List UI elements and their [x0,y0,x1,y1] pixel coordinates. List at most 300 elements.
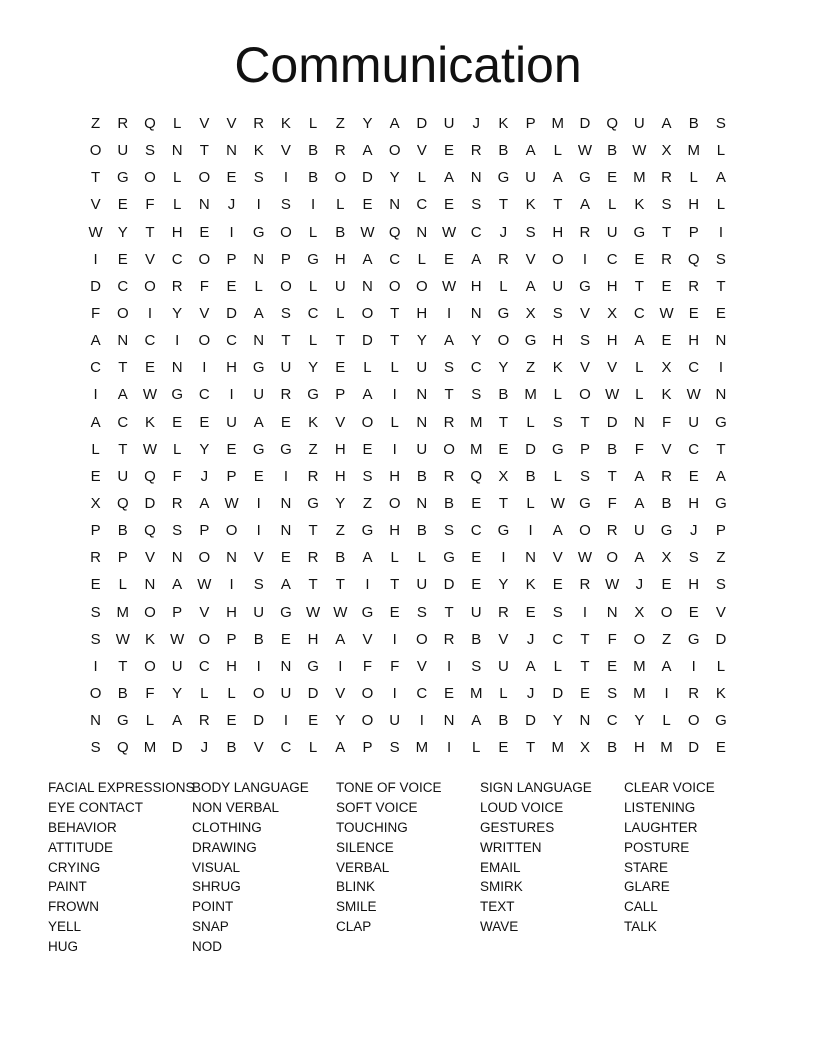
grid-letter[interactable]: E [362,196,373,214]
grid-letter[interactable]: L [662,712,671,730]
grid-letter[interactable]: D [226,305,237,323]
grid-letter[interactable]: O [198,250,211,268]
grid-letter[interactable]: A [444,169,455,187]
grid-letter[interactable]: T [390,305,400,323]
grid-letter[interactable]: I [93,386,98,404]
grid-letter[interactable]: M [633,169,646,187]
grid-letter[interactable]: A [471,250,482,268]
grid-letter[interactable]: M [660,739,673,757]
grid-letter[interactable]: A [362,142,373,160]
grid-letter[interactable]: I [283,467,288,485]
grid-letter[interactable]: N [144,576,156,594]
grid-letter[interactable]: W [333,603,348,621]
grid-letter[interactable]: Q [687,250,700,268]
grid-letter[interactable]: V [335,685,346,703]
grid-letter[interactable]: L [308,115,318,133]
grid-letter[interactable]: W [605,386,620,404]
grid-letter[interactable]: E [498,440,509,458]
grid-letter[interactable]: B [253,630,264,648]
grid-letter[interactable]: E [661,332,672,350]
grid-letter[interactable]: P [715,522,726,540]
grid-letter[interactable]: I [256,196,261,214]
grid-letter[interactable]: B [607,440,618,458]
grid-letter[interactable]: N [90,712,102,730]
grid-letter[interactable]: T [661,223,672,241]
grid-letter[interactable]: E [199,413,210,431]
grid-letter[interactable]: E [471,576,482,594]
grid-letter[interactable]: S [389,739,400,757]
grid-letter[interactable]: L [390,549,399,567]
grid-letter[interactable]: G [497,169,510,187]
grid-letter[interactable]: M [551,739,565,757]
grid-letter[interactable]: W [605,576,620,594]
grid-letter[interactable]: W [360,223,375,241]
grid-letter[interactable]: S [715,115,726,133]
grid-letter[interactable]: T [444,386,454,404]
grid-letter[interactable]: D [307,685,319,703]
grid-letter[interactable]: F [661,413,672,431]
grid-letter[interactable]: M [469,413,483,431]
grid-letter[interactable]: P [199,522,210,540]
grid-letter[interactable]: K [715,685,726,703]
grid-letter[interactable]: M [469,685,483,703]
grid-letter[interactable]: A [444,332,455,350]
grid-letter[interactable]: O [198,549,211,567]
grid-letter[interactable]: W [306,603,321,621]
grid-letter[interactable]: E [607,169,618,187]
grid-letter[interactable]: F [634,440,644,458]
grid-letter[interactable]: G [579,495,591,513]
grid-letter[interactable]: H [470,277,482,295]
grid-letter[interactable]: B [688,115,699,133]
grid-letter[interactable]: E [280,630,291,648]
grid-letter[interactable]: U [606,223,618,241]
grid-letter[interactable]: B [607,739,618,757]
grid-letter[interactable]: E [172,413,183,431]
grid-letter[interactable]: A [172,712,183,730]
grid-letter[interactable]: S [90,739,101,757]
grid-letter[interactable]: R [443,413,455,431]
grid-letter[interactable]: G [116,712,129,730]
grid-letter[interactable]: L [308,739,318,757]
grid-letter[interactable]: L [417,250,427,268]
grid-letter[interactable]: N [253,250,265,268]
grid-letter[interactable]: A [579,196,590,214]
grid-letter[interactable]: E [607,657,618,675]
grid-letter[interactable]: F [390,657,400,675]
grid-letter[interactable]: F [91,305,101,323]
grid-letter[interactable]: Y [552,712,563,730]
grid-letter[interactable]: N [416,495,428,513]
grid-letter[interactable]: B [117,522,128,540]
grid-letter[interactable]: M [633,685,646,703]
grid-letter[interactable]: E [199,223,210,241]
grid-letter[interactable]: V [416,657,427,675]
grid-letter[interactable]: S [471,386,482,404]
grid-letter[interactable]: F [607,495,617,513]
grid-letter[interactable]: L [526,495,535,513]
grid-letter[interactable]: Q [144,115,156,133]
grid-letter[interactable]: R [579,223,591,241]
grid-letter[interactable]: B [308,142,319,160]
grid-letter[interactable]: G [307,250,319,268]
grid-letter[interactable]: S [552,603,563,621]
grid-letter[interactable]: F [607,630,617,648]
grid-letter[interactable]: H [226,657,237,675]
grid-letter[interactable]: E [715,305,726,323]
grid-letter[interactable]: C [606,712,618,730]
grid-letter[interactable]: P [579,440,590,458]
grid-letter[interactable]: F [145,196,155,214]
grid-letter[interactable]: S [661,196,672,214]
grid-letter[interactable]: R [443,630,455,648]
grid-letter[interactable]: E [335,359,346,377]
grid-letter[interactable]: H [633,739,645,757]
grid-letter[interactable]: B [498,386,509,404]
grid-letter[interactable]: N [633,413,645,431]
grid-letter[interactable]: H [552,332,564,350]
grid-letter[interactable]: C [688,440,700,458]
grid-letter[interactable]: P [335,386,346,404]
grid-letter[interactable]: W [197,576,212,594]
grid-letter[interactable]: P [90,522,101,540]
grid-letter[interactable]: V [552,549,563,567]
grid-letter[interactable]: C [470,359,482,377]
grid-letter[interactable]: V [280,142,291,160]
grid-letter[interactable]: W [115,630,130,648]
grid-letter[interactable]: U [117,142,129,160]
grid-letter[interactable]: T [390,332,400,350]
grid-letter[interactable]: M [116,603,130,621]
grid-letter[interactable]: T [607,467,617,485]
grid-letter[interactable]: N [362,277,373,295]
grid-letter[interactable]: I [202,359,207,377]
grid-letter[interactable]: A [90,332,101,350]
grid-letter[interactable]: N [280,495,292,513]
grid-letter[interactable]: L [172,115,182,133]
grid-letter[interactable]: O [144,277,156,295]
grid-letter[interactable]: O [198,169,211,187]
grid-letter[interactable]: S [144,142,155,160]
grid-letter[interactable]: Y [308,359,319,377]
grid-letter[interactable]: J [227,196,236,214]
grid-letter[interactable]: A [525,657,536,675]
grid-letter[interactable]: B [117,685,128,703]
grid-letter[interactable]: N [606,603,618,621]
grid-letter[interactable]: I [664,685,669,703]
grid-letter[interactable]: R [307,467,319,485]
grid-letter[interactable]: U [416,576,428,594]
grid-letter[interactable]: T [553,196,563,214]
grid-letter[interactable]: E [688,603,699,621]
grid-letter[interactable]: Y [172,685,183,703]
grid-letter[interactable]: W [142,440,158,458]
grid-letter[interactable]: E [226,277,237,295]
grid-letter[interactable]: Y [117,223,128,241]
grid-letter[interactable]: R [280,386,292,404]
grid-letter[interactable]: L [390,359,399,377]
grid-letter[interactable]: W [170,630,185,648]
grid-letter[interactable]: N [117,332,129,350]
grid-letter[interactable]: L [308,223,318,241]
grid-letter[interactable]: N [470,305,482,323]
grid-letter[interactable]: L [254,277,263,295]
grid-letter[interactable]: G [715,712,727,730]
grid-letter[interactable]: E [226,712,237,730]
grid-letter[interactable]: A [634,549,645,567]
grid-letter[interactable]: I [718,223,723,241]
grid-letter[interactable]: A [715,467,726,485]
grid-letter[interactable]: P [688,223,699,241]
grid-letter[interactable]: I [419,712,424,730]
grid-letter[interactable]: N [171,549,183,567]
grid-letter[interactable]: S [471,196,482,214]
grid-letter[interactable]: N [171,359,183,377]
grid-letter[interactable]: I [392,440,397,458]
grid-letter[interactable]: E [471,495,482,513]
grid-letter[interactable]: G [252,223,265,241]
grid-letter[interactable]: O [606,549,618,567]
grid-letter[interactable]: O [416,277,428,295]
grid-letter[interactable]: W [550,495,565,513]
grid-letter[interactable]: A [661,657,672,675]
grid-letter[interactable]: X [579,739,590,757]
grid-letter[interactable]: R [198,712,210,730]
grid-letter[interactable]: L [499,277,508,295]
grid-letter[interactable]: J [499,223,508,241]
grid-letter[interactable]: D [688,739,700,757]
grid-letter[interactable]: N [416,386,428,404]
grid-letter[interactable]: C [198,386,210,404]
grid-letter[interactable]: Q [144,467,156,485]
grid-letter[interactable]: Q [606,115,618,133]
grid-letter[interactable]: C [552,630,564,648]
grid-letter[interactable]: G [307,386,319,404]
grid-letter[interactable]: Y [634,712,645,730]
grid-letter[interactable]: L [308,277,318,295]
grid-letter[interactable]: U [552,277,564,295]
grid-letter[interactable]: O [280,277,292,295]
grid-letter[interactable]: D [606,413,618,431]
grid-letter[interactable]: V [199,305,210,323]
grid-letter[interactable]: R [334,142,346,160]
grid-letter[interactable]: F [145,685,155,703]
grid-letter[interactable]: I [365,576,370,594]
grid-letter[interactable]: W [441,223,457,241]
grid-letter[interactable]: A [525,277,536,295]
grid-letter[interactable]: A [335,630,346,648]
grid-letter[interactable]: U [226,413,237,431]
grid-letter[interactable]: L [553,386,562,404]
grid-letter[interactable]: V [335,413,346,431]
grid-letter[interactable]: M [687,142,700,160]
grid-letter[interactable]: E [634,250,645,268]
grid-letter[interactable]: S [90,630,101,648]
grid-letter[interactable]: X [525,305,536,323]
grid-letter[interactable]: L [417,549,427,567]
grid-letter[interactable]: W [686,386,701,404]
grid-letter[interactable]: R [497,603,509,621]
grid-letter[interactable]: E [253,467,264,485]
grid-letter[interactable]: Y [335,495,346,513]
grid-letter[interactable]: H [307,630,319,648]
grid-letter[interactable]: L [716,142,726,160]
grid-letter[interactable]: S [715,576,726,594]
grid-letter[interactable]: C [117,277,129,295]
grid-letter[interactable]: Q [388,223,401,241]
grid-letter[interactable]: K [634,196,645,214]
grid-letter[interactable]: V [144,250,155,268]
grid-letter[interactable]: Y [416,332,427,350]
grid-letter[interactable]: I [283,712,288,730]
grid-letter[interactable]: G [715,495,727,513]
grid-letter[interactable]: N [525,549,537,567]
grid-letter[interactable]: Q [116,739,129,757]
grid-letter[interactable]: Y [498,576,509,594]
grid-letter[interactable]: H [171,223,183,241]
grid-letter[interactable]: R [253,115,265,133]
grid-letter[interactable]: B [498,712,509,730]
grid-letter[interactable]: Q [144,522,156,540]
grid-letter[interactable]: H [688,576,700,594]
grid-letter[interactable]: A [471,712,482,730]
grid-letter[interactable]: U [253,603,265,621]
grid-letter[interactable]: I [283,169,288,187]
grid-letter[interactable]: A [280,576,291,594]
grid-letter[interactable]: T [498,495,508,513]
grid-letter[interactable]: O [280,223,292,241]
grid-letter[interactable]: W [577,549,593,567]
grid-letter[interactable]: E [661,277,672,295]
grid-letter[interactable]: N [470,169,482,187]
grid-letter[interactable]: Z [91,115,101,133]
grid-letter[interactable]: M [415,739,429,757]
grid-letter[interactable]: A [634,467,645,485]
grid-letter[interactable]: K [308,413,319,431]
grid-letter[interactable]: A [362,250,373,268]
grid-letter[interactable]: T [335,332,345,350]
grid-letter[interactable]: C [470,522,482,540]
grid-letter[interactable]: Z [526,359,536,377]
grid-letter[interactable]: F [199,277,209,295]
grid-letter[interactable]: S [525,223,536,241]
grid-letter[interactable]: G [579,277,591,295]
grid-letter[interactable]: A [253,305,264,323]
grid-letter[interactable]: G [579,169,591,187]
grid-letter[interactable]: B [498,142,509,160]
grid-letter[interactable]: O [144,603,156,621]
grid-letter[interactable]: C [144,332,156,350]
grid-letter[interactable]: X [661,359,672,377]
grid-letter[interactable]: E [90,467,101,485]
grid-letter[interactable]: D [443,576,455,594]
grid-letter[interactable]: M [469,440,483,458]
grid-letter[interactable]: L [716,196,726,214]
grid-letter[interactable]: Y [389,169,400,187]
grid-letter[interactable]: L [553,467,562,485]
grid-letter[interactable]: D [253,712,265,730]
grid-letter[interactable]: E [444,142,455,160]
grid-letter[interactable]: C [198,657,210,675]
grid-letter[interactable]: C [416,685,428,703]
grid-letter[interactable]: A [661,115,672,133]
grid-letter[interactable]: Y [471,332,482,350]
grid-letter[interactable]: E [552,576,563,594]
grid-letter[interactable]: E [444,685,455,703]
grid-letter[interactable]: L [526,413,535,431]
grid-letter[interactable]: I [229,223,234,241]
grid-letter[interactable]: H [688,332,700,350]
grid-letter[interactable]: L [607,196,617,214]
grid-letter[interactable]: C [470,223,482,241]
grid-letter[interactable]: R [661,169,672,187]
grid-letter[interactable]: N [280,657,292,675]
grid-letter[interactable]: C [307,305,319,323]
grid-letter[interactable]: K [498,115,509,133]
grid-letter[interactable]: V [199,603,210,621]
grid-letter[interactable]: I [392,685,397,703]
grid-letter[interactable]: N [443,712,455,730]
grid-letter[interactable]: G [280,440,292,458]
grid-letter[interactable]: E [661,576,672,594]
grid-letter[interactable]: V [525,250,536,268]
grid-letter[interactable]: E [579,685,590,703]
grid-letter[interactable]: L [716,657,726,675]
grid-letter[interactable]: Z [716,549,726,567]
grid-letter[interactable]: A [552,522,563,540]
grid-letter[interactable]: I [229,386,234,404]
grid-letter[interactable]: L [172,196,182,214]
grid-letter[interactable]: L [363,359,372,377]
grid-letter[interactable]: S [715,250,726,268]
grid-letter[interactable]: I [446,305,452,323]
grid-letter[interactable]: Q [116,495,129,513]
grid-letter[interactable]: V [226,115,237,133]
grid-letter[interactable]: L [417,169,427,187]
grid-letter[interactable]: S [444,522,455,540]
grid-letter[interactable]: V [199,115,210,133]
grid-letter[interactable]: O [416,630,428,648]
grid-letter[interactable]: W [632,142,647,160]
grid-letter[interactable]: I [392,630,397,648]
grid-letter[interactable]: P [525,115,536,133]
grid-letter[interactable]: E [117,250,128,268]
grid-letter[interactable]: J [472,115,480,133]
grid-letter[interactable]: I [392,386,397,404]
grid-letter[interactable]: T [716,440,726,458]
grid-letter[interactable]: U [416,359,428,377]
grid-letter[interactable]: X [607,305,618,323]
grid-letter[interactable]: X [661,549,672,567]
grid-letter[interactable]: S [253,169,264,187]
grid-letter[interactable]: M [143,739,157,757]
grid-letter[interactable]: G [633,223,646,241]
grid-letter[interactable]: E [471,549,482,567]
grid-letter[interactable]: H [389,467,401,485]
grid-letter[interactable]: E [144,359,155,377]
grid-letter[interactable]: O [198,630,211,648]
grid-letter[interactable]: A [117,386,128,404]
grid-letter[interactable]: H [606,277,618,295]
grid-letter[interactable]: Z [362,495,373,513]
grid-letter[interactable]: V [144,549,155,567]
grid-letter[interactable]: A [634,332,645,350]
grid-letter[interactable]: R [470,142,482,160]
grid-letter[interactable]: T [580,630,590,648]
grid-letter[interactable]: K [552,359,563,377]
grid-letter[interactable]: P [362,739,373,757]
grid-letter[interactable]: V [579,359,590,377]
